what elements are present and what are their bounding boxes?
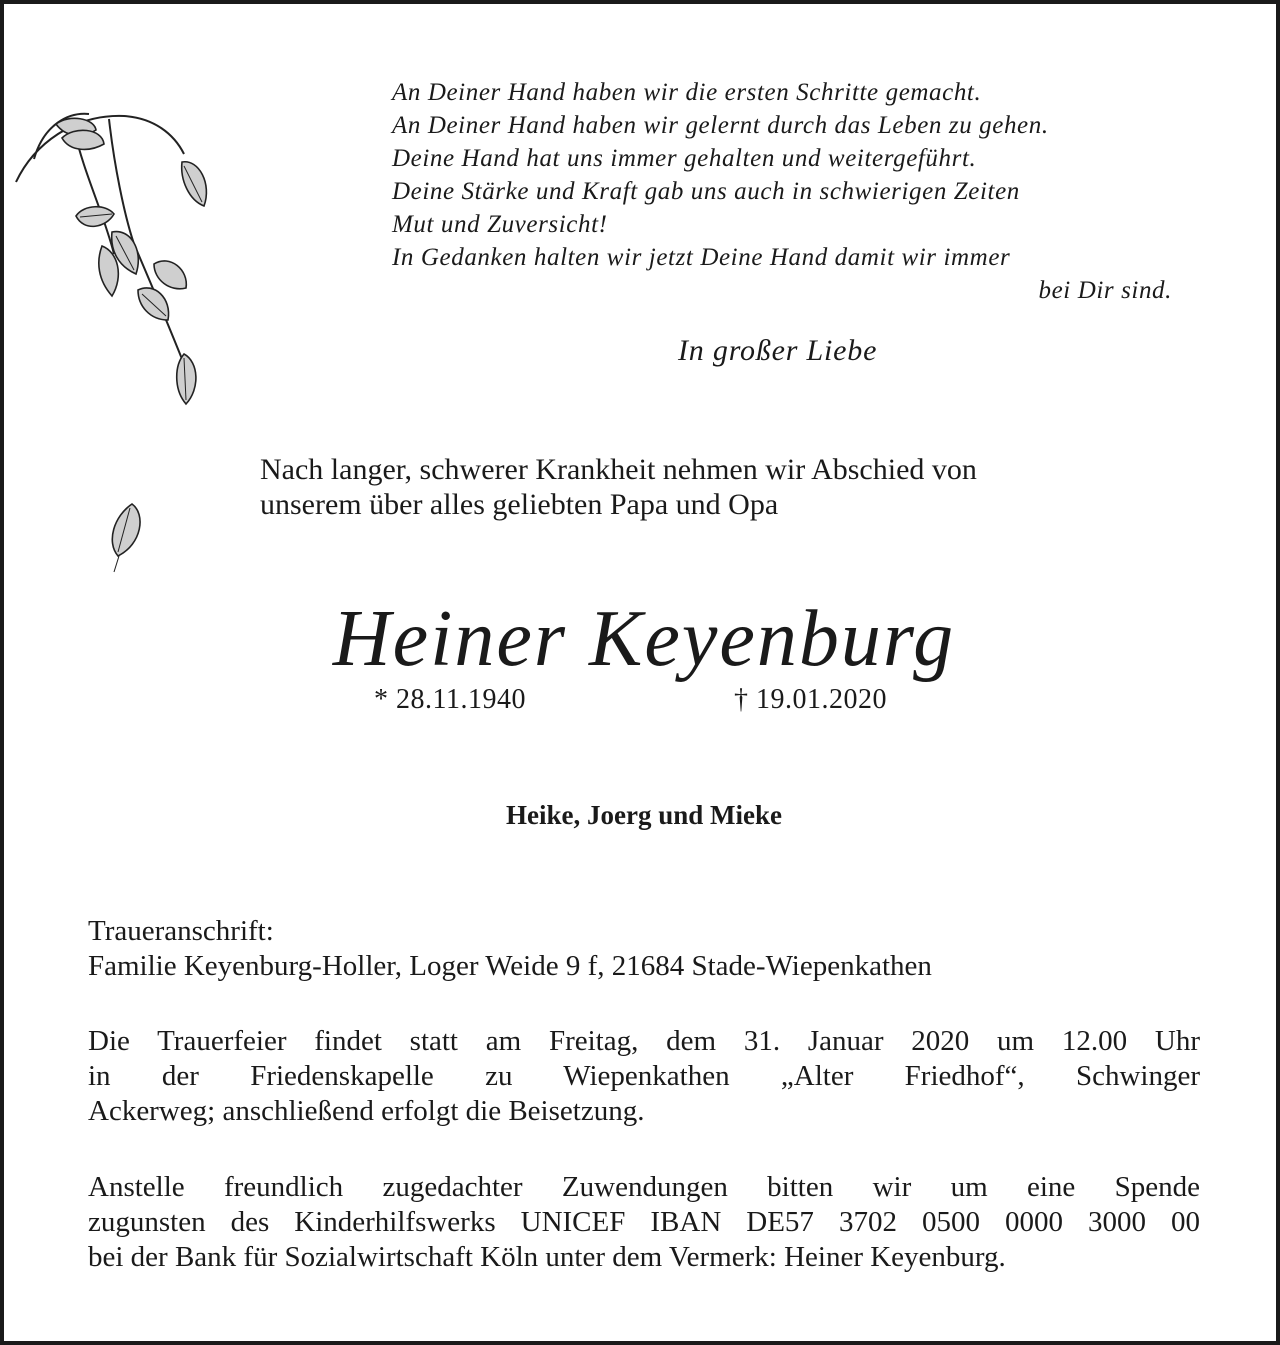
donation-line: bei der Bank für Sozialwirtschaft Köln unter dem Vermerk: Heiner Keyenburg. (88, 1241, 1006, 1273)
poem-line: An Deiner Hand haben wir die ersten Schritte gemacht. (392, 79, 982, 106)
ceremony-info (88, 1024, 1200, 1129)
closing-phrase: In großer Liebe (678, 334, 878, 367)
intro-line: unserem über alles geliebten Papa und Opa (260, 488, 779, 521)
poem-line: In Gedanken halten wir jetzt Deine Hand damit wir immer (392, 244, 1011, 271)
poem-line: bei Dir sind. (1038, 277, 1172, 304)
mourners-signature: Heike, Joerg und Mieke (506, 800, 782, 830)
farewell-intro (260, 452, 1160, 522)
intro-line: Nach langer, schwerer Krankheit nehmen wir Abschied von (260, 453, 977, 486)
memorial-poem (392, 76, 1182, 307)
mourning-address (88, 914, 1200, 984)
birch-branch-illustration (14, 104, 229, 574)
ceremony-line: in der Friedenskapelle zu Wiepenkathen „Alter Friedhof“, Schwinger (88, 1060, 1200, 1092)
address-value: Familie Keyenburg-Holler, Loger Weide 9 f, 21684 Stade-Wiepenkathen (88, 950, 932, 982)
poem-line: Deine Hand hat uns immer gehalten und weitergeführt. (392, 145, 977, 172)
donation-info (88, 1170, 1200, 1275)
ceremony-line: Ackerweg; anschließend erfolgt die Beisetzung. (88, 1095, 645, 1127)
donation-line: zugunsten des Kinderhilfswerks UNICEF IBAN DE57 3702 0500 0000 3000 00 (88, 1206, 1200, 1238)
deceased-name: Heiner Keyenburg (332, 595, 956, 683)
poem-line: Mut und Zuversicht! (392, 211, 608, 238)
ceremony-line: Die Trauerfeier findet statt am Freitag, dem 31. Januar 2020 um 12.00 Uhr (88, 1025, 1200, 1057)
address-label: Traueranschrift: (88, 915, 274, 947)
death-date: † 19.01.2020 (734, 684, 887, 715)
poem-line: An Deiner Hand haben wir gelernt durch das Leben zu gehen. (392, 112, 1049, 139)
donation-line: Anstelle freundlich zugedachter Zuwendungen bitten wir um eine Spende (88, 1171, 1200, 1203)
poem-line: Deine Stärke und Kraft gab uns auch in schwierigen Zeiten (392, 178, 1020, 205)
birth-date: * 28.11.1940 (374, 684, 526, 715)
